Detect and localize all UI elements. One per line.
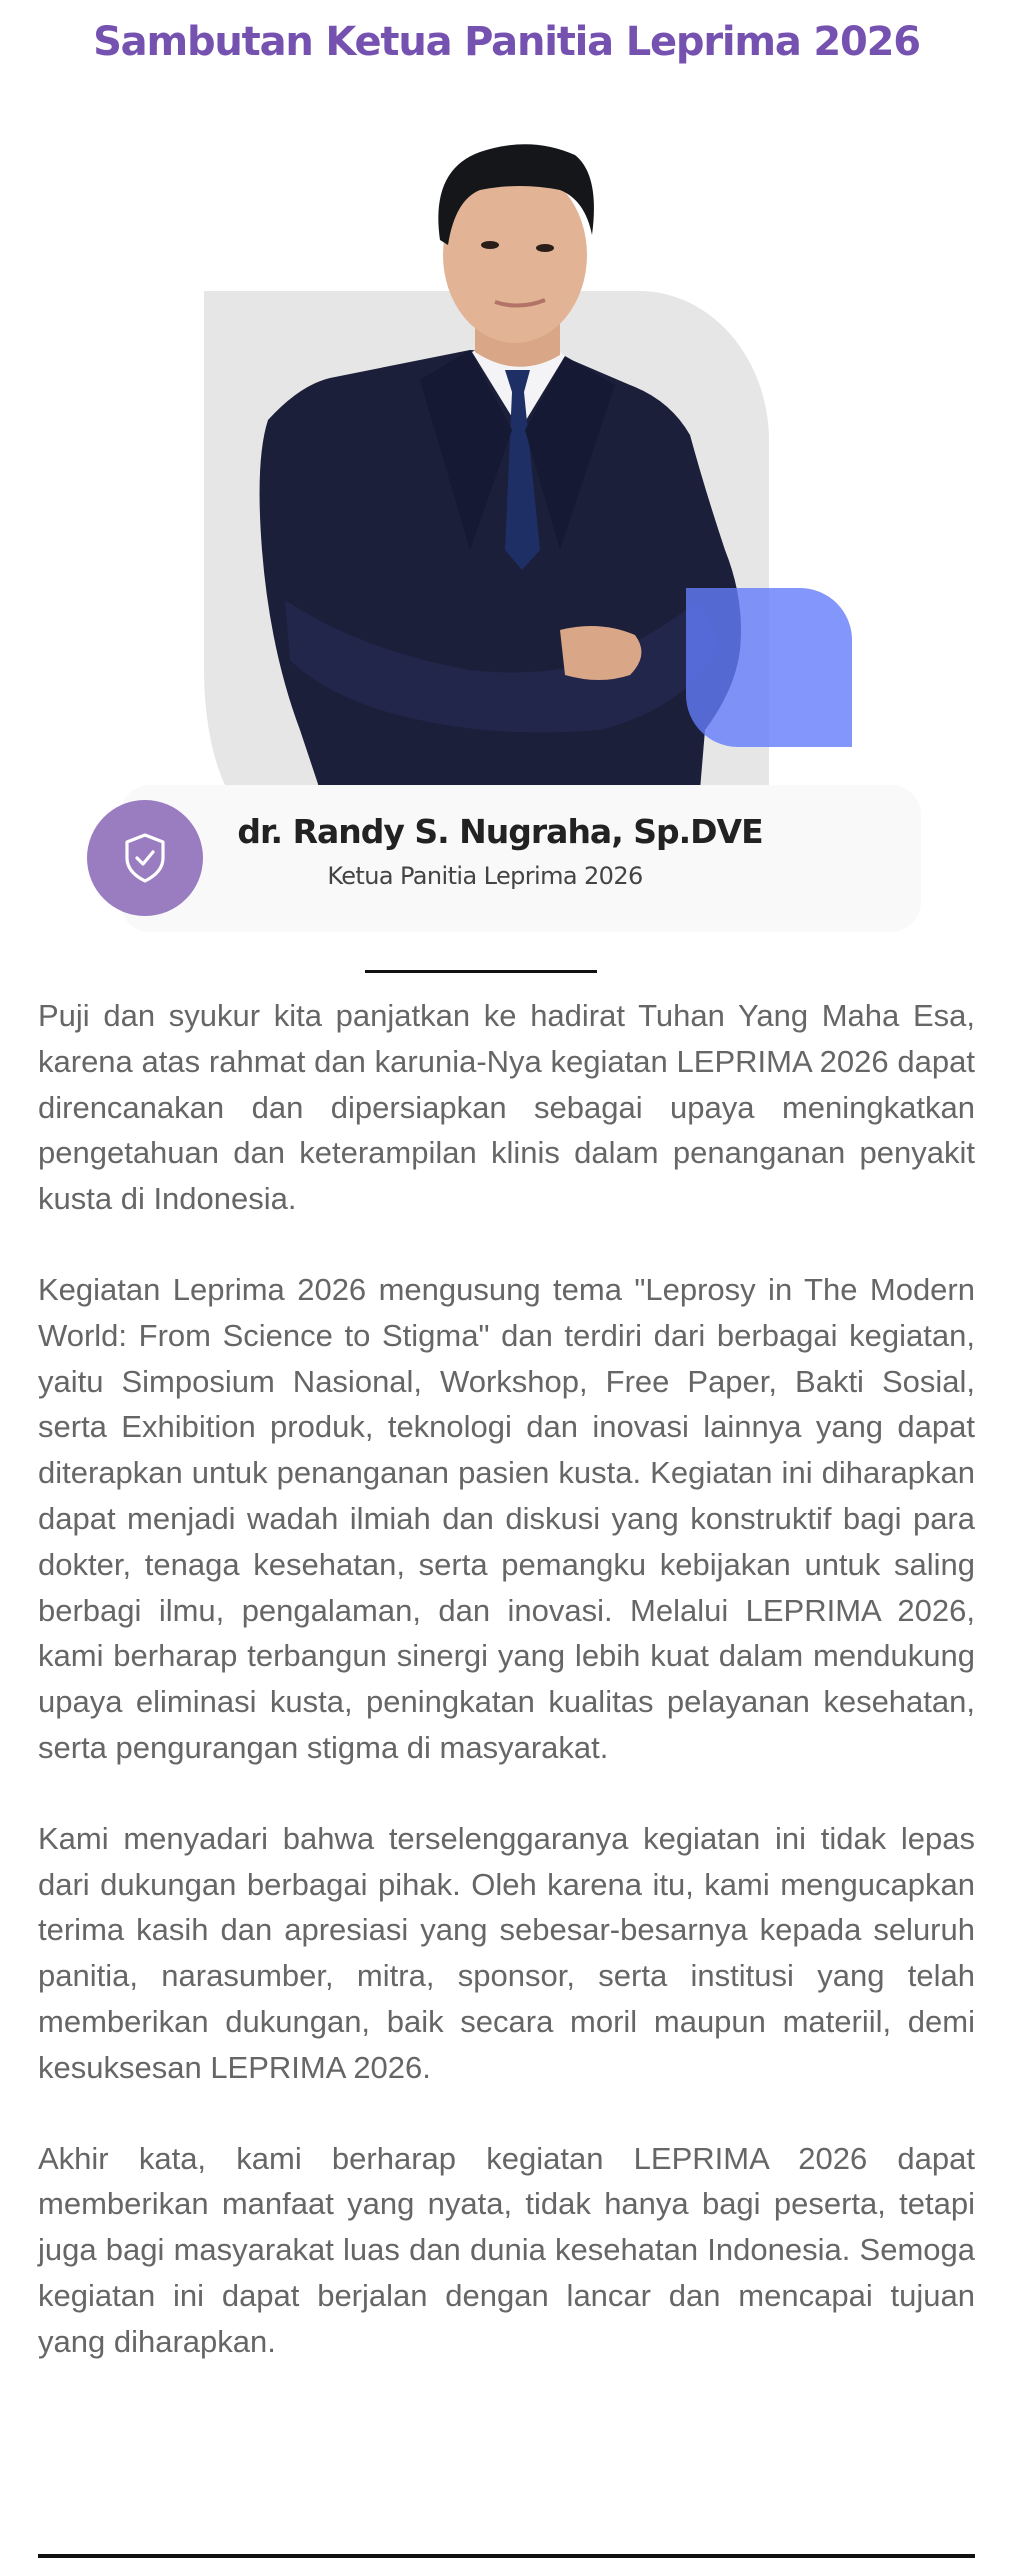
speech-paragraph: Akhir kata, kami berharap kegiatan LEPRIMA 2026 dapat memberikan manfaat yang nyata, tidak hanya bagi peserta, tetapi juga bagi masyarakat luas dan dunia kesehatan Indonesia. Semoga kegiatan ini dapat berjalan dengan lancar dan mencapai tujuan yang diharapkan. — [38, 2140, 975, 2359]
speech-paragraph: Kami menyadari bahwa terselenggaranya kegiatan ini tidak lepas dari dukungan berbagai pihak. Oleh karena itu, kami mengucapkan terima kasih dan apresiasi yang sebesar-besarnya kepada seluruh panitia, narasumber, mitra, sponsor, serta institusi yang telah memberikan dukungan, baik secara moril maupun materiil, demi kesuksesan LEPRIMA 2026. — [38, 1820, 975, 2085]
decorative-blue-shape — [686, 588, 852, 747]
speech-paragraph: Kegiatan Leprima 2026 mengusung tema "Leprosy in The Modern World: From Science to Stigma" dan terdiri dari berbagai kegiatan, yaitu Simposium Nasional, Workshop, Free Paper, Bakti Sosial, serta Exhibition produk, teknologi dan inovasi lainnya yang dapat diterapkan untuk penanganan pasien kusta. Kegiatan ini diharapkan dapat menjadi wadah ilmiah dan diskusi yang konstruktif bagi para dokter, tenaga kesehatan, serta pemangku kebijakan untuk saling berbagi ilmu, pengalaman, dan inovasi. Melalui LEPRIMA 2026, kami berharap terbangun sinergi yang lebih kuat dalam mendukung upaya eliminasi kusta, peningkatan kualitas pelayanan kesehatan, serta pengurangan stigma di masyarakat. — [38, 1271, 975, 1765]
profile-hero — [0, 130, 1013, 790]
portrait-photo — [0, 130, 1013, 790]
section-divider — [365, 970, 597, 973]
speech-paragraph: Puji dan syukur kita panjatkan ke hadirat Tuhan Yang Maha Esa, karena atas rahmat dan karunia-Nya kegiatan LEPRIMA 2026 dapat direncanakan dan dipersiapkan sebagai upaya meningkatkan pengetahuan dan keterampilan klinis dalam penanganan penyakit kusta di Indonesia. — [38, 998, 975, 1217]
bottom-divider — [38, 2554, 975, 2558]
speech-body — [38, 993, 975, 2410]
profile-card — [120, 785, 921, 932]
page-title: Sambutan Ketua Panitia Leprima 2026 — [93, 19, 920, 65]
profile-role: Ketua Panitia Leprima 2026 — [327, 862, 643, 890]
profile-name: dr. Randy S. Nugraha, Sp.DVE — [237, 812, 763, 851]
